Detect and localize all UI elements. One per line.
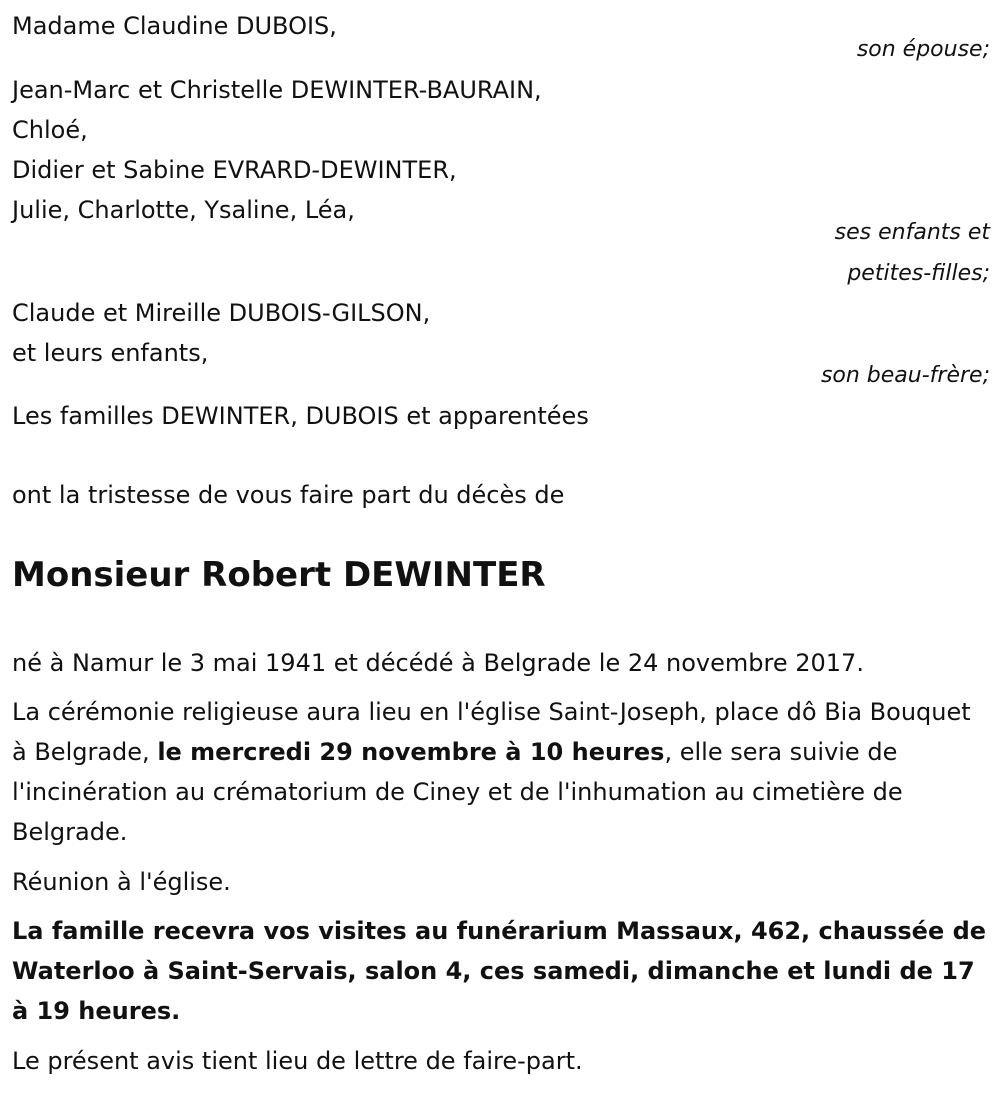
families-line: Les familles DEWINTER, DUBOIS et apparentées [12,402,589,430]
ceremony-text-before: La cérémonie religieuse aura lieu en l'église Saint-Joseph, place dô Bia Bouquet à Belgrade, [12,698,971,766]
inlaw-line-2: et leurs enfants, [12,339,209,367]
ceremony-text-after: , elle sera suivie de l'incinération au crématorium de Ciney et de l'inhumation au cimetière de Belgrade. [12,738,903,846]
closing-line: Le présent avis tient lieu de lettre de faire-part. [12,1047,583,1075]
reunion: Réunion à l'église. [12,868,231,896]
children-line-3: Didier et Sabine EVRARD-DEWINTER, [12,156,457,184]
inlaw-line-1: Claude et Mireille DUBOIS-GILSON, [12,299,431,327]
children-role-line-1: ses enfants et [834,220,990,245]
children-line-4: Julie, Charlotte, Ysaline, Léa, [12,196,355,224]
birth-death: né à Namur le 3 mai 1941 et décédé à Belgrade le 24 novembre 2017. [12,649,864,677]
children-line-2: Chloé, [12,116,88,144]
children-role-line-2: petites-filles; [847,261,990,286]
announcement: ont la tristesse de vous faire part du décès de [12,481,565,509]
spouse-role: son épouse; [856,37,990,62]
children-line-1: Jean-Marc et Christelle DEWINTER-BAURAIN, [12,76,542,104]
spouse-name: Madame Claudine DUBOIS, [12,12,337,40]
visits-paragraph: La famille recevra vos visites au funérarium Massaux, 462, chaussée de Waterloo à Saint-Servais, salon 4, ces samedi, dimanche et lundi de 17 à 19 heures. [12,917,987,1025]
deceased-name: Monsieur Robert DEWINTER [12,555,546,595]
ceremony-paragraph [12,692,980,852]
inlaw-role: son beau-frère; [820,363,990,388]
ceremony-date: le mercredi 29 novembre à 10 heures [157,738,665,766]
